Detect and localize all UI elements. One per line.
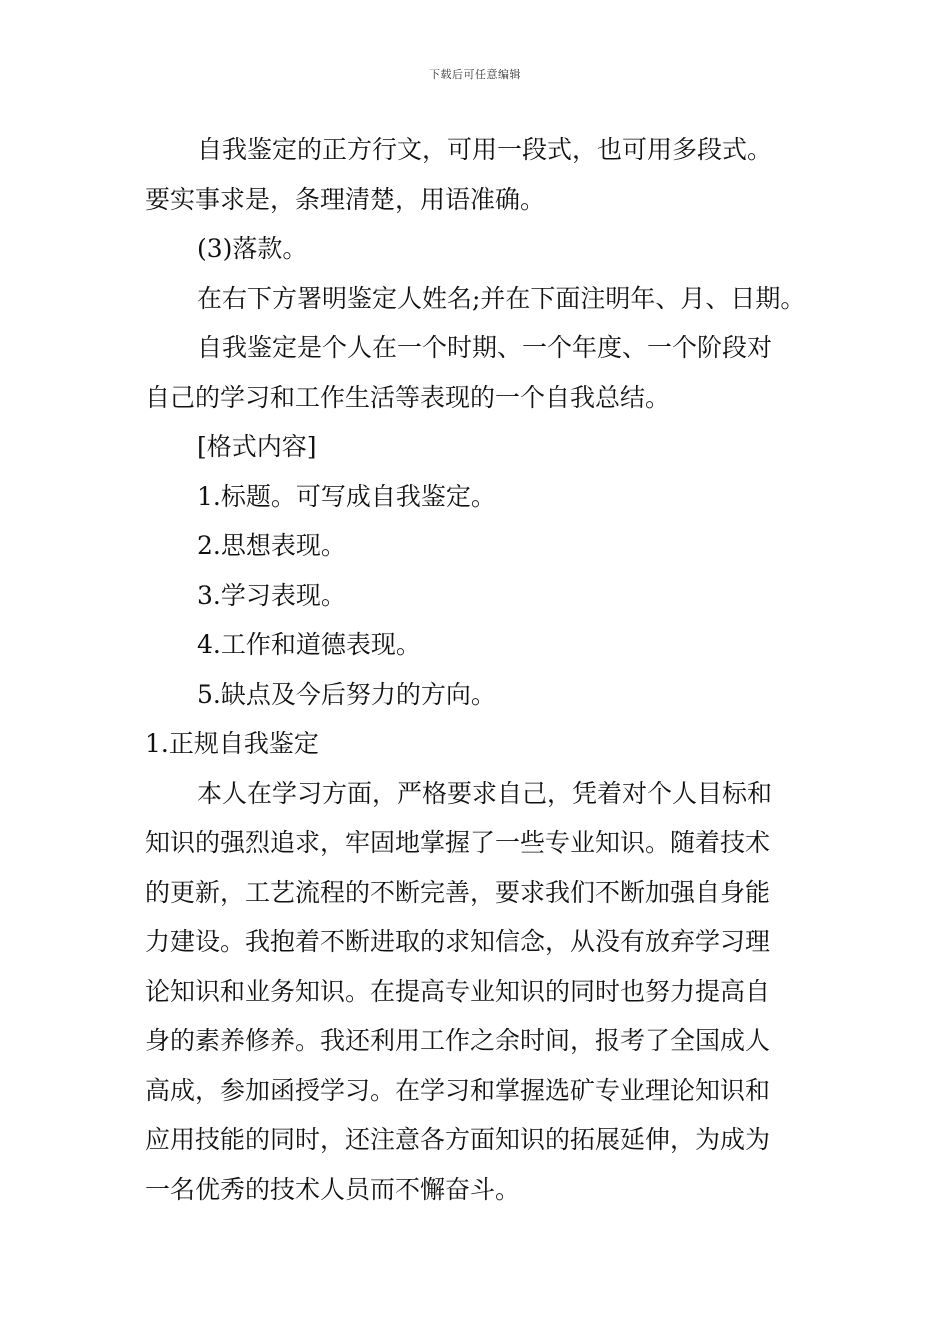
list-item: 5.缺点及今后努力的方向。 (197, 679, 496, 709)
section-title: 1.正规自我鉴定 (145, 729, 319, 758)
list-item: 1.标题。可写成自我鉴定。 (197, 481, 496, 511)
text-line: 本人在学习方面，严格要求自己，凭着对个人目标和 (197, 778, 773, 808)
list-item: 2.思想表现。 (197, 531, 346, 560)
text-line: 要实事求是，条理清楚，用语准确。 (145, 184, 546, 214)
text-line: 自己的学习和工作生活等表现的一个自我总结。 (145, 382, 671, 412)
text-line: 高成，参加函授学习。在学习和掌握选矿专业理论知识和 (145, 1075, 771, 1105)
document-body (145, 125, 807, 1214)
section-heading: [格式内容] (197, 432, 317, 461)
text-line: 自我鉴定的正方行文，可用一段式，也可用多段式。 (197, 135, 773, 164)
text-line: 身的素养修养。我还利用工作之余时间，报考了全国成人 (145, 1026, 771, 1055)
text-line: 应用技能的同时，还注意各方面知识的拓展延伸，为成为 (145, 1125, 771, 1154)
text-line: 一名优秀的技术人员而不懈奋斗。 (145, 1174, 521, 1204)
list-item: 3.学习表现。 (197, 580, 346, 610)
text-line: (3)落款。 (197, 234, 308, 263)
text-line: 知识的强烈追求，牢固地掌握了一些专业知识。随着技术 (145, 828, 771, 857)
page-header: 下载后可任意编辑 (429, 68, 521, 81)
text-line: 力建设。我抱着不断进取的求知信念，从没有放弃学习理 (145, 927, 771, 956)
list-item: 4.工作和道德表现。 (197, 630, 421, 659)
text-line: 的更新，工艺流程的不断完善，要求我们不断加强自身能 (145, 877, 771, 907)
text-line: 自我鉴定是个人在一个时期、一个年度、一个阶段对 (197, 333, 773, 362)
text-line: 在右下方署明鉴定人姓名;并在下面注明年、月、日期。 (197, 283, 806, 313)
text-line: 论知识和业务知识。在提高专业知识的同时也努力提高自 (145, 976, 771, 1006)
